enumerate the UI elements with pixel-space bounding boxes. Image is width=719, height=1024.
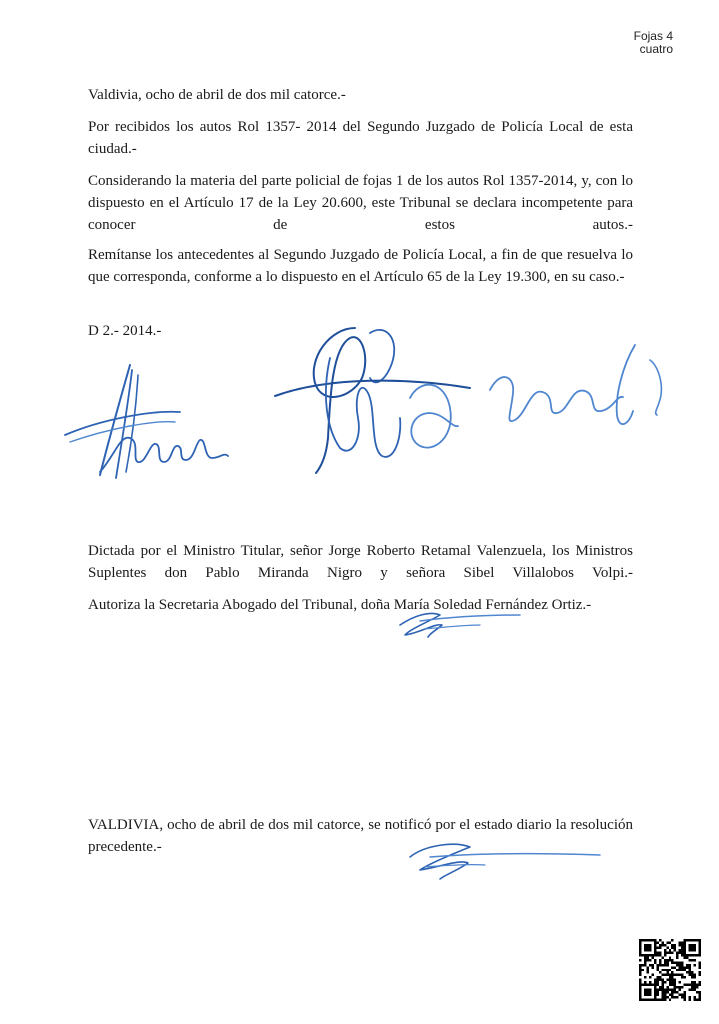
notification-paragraph: VALDIVIA, ocho de abril de dos mil catorce, se notificó por el estado diario la resolución precedente.- xyxy=(88,817,633,855)
case-reference: D 2.- 2014.- xyxy=(88,323,162,339)
remit-paragraph: Remítanse los antecedentes al Segundo Juzgado de Policía Local, a fin de que resuelva lo que corresponda, conforme a lo dispuesto en el Artículo 65 de la Ley 19.300, en su caso.- xyxy=(88,247,633,285)
qr-code xyxy=(639,939,701,1001)
signature-notification xyxy=(400,835,605,890)
folio-number: Fojas 4 xyxy=(633,29,673,43)
date-line: Valdivia, ocho de abril de dos mil catorce.- xyxy=(88,87,346,103)
dictated-by-paragraph: Dictada por el Ministro Titular, señor Jorge Roberto Retamal Valenzuela, los Ministros Suplentes don Pablo Miranda Nigro y señora Sibel Villalobos Volpi.- xyxy=(88,543,633,581)
received-paragraph: Por recibidos los autos Rol 1357- 2014 del Segundo Juzgado de Policía Local de esta ciudad.- xyxy=(88,119,633,157)
signature-minister-3 xyxy=(485,335,685,445)
signature-minister-1 xyxy=(60,360,240,490)
folio-number-words: cuatro xyxy=(639,42,673,56)
signature-secretary xyxy=(390,603,525,645)
folio-stamp xyxy=(634,30,673,56)
signature-minister-2 xyxy=(270,318,475,483)
secretary-authorization: Autoriza la Secretaria Abogado del Tribunal, doña María Soledad Fernández Ortiz.- xyxy=(88,597,592,613)
considering-paragraph: Considerando la materia del parte policial de fojas 1 de los autos Rol 1357-2014, y, con lo dispuesto en el Artículo 17 de la Ley 20.600, este Tribunal se declara incompetente para conocer de estos autos.- xyxy=(88,173,633,233)
